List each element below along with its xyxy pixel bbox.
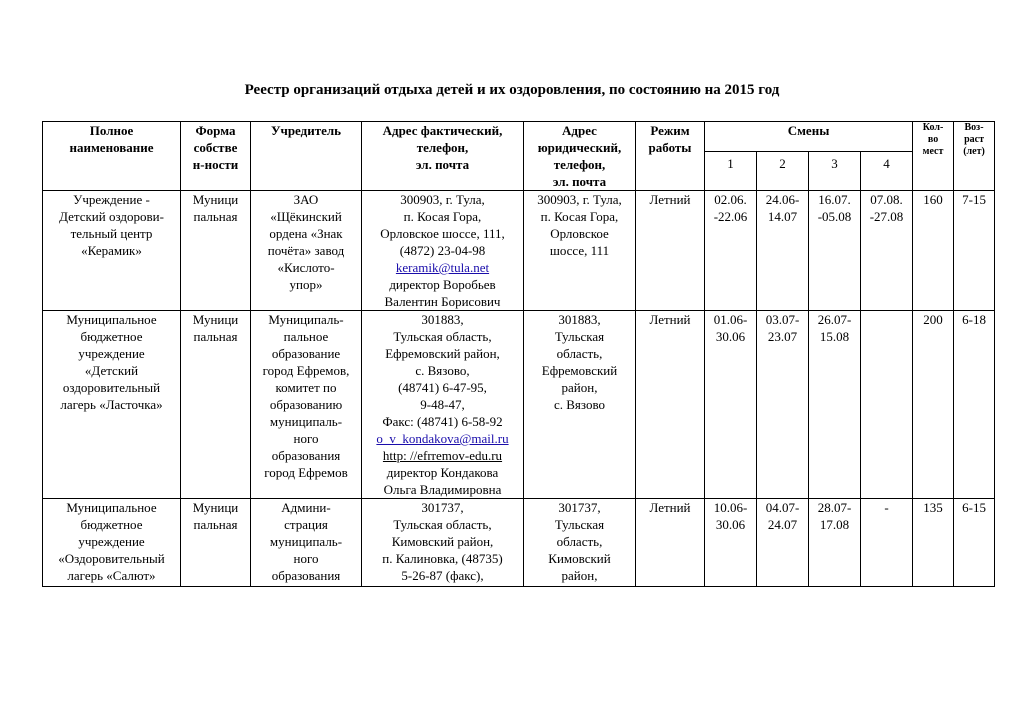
founder bbox=[251, 311, 362, 499]
text-line: Тульская bbox=[554, 329, 605, 344]
legal-address bbox=[524, 191, 636, 311]
text-line: п. Косая Гора, bbox=[540, 209, 619, 224]
actual-address bbox=[362, 311, 524, 499]
text-line: 301737, bbox=[421, 500, 464, 515]
text-line: Летний bbox=[649, 192, 691, 207]
shift-3-dates bbox=[809, 499, 861, 587]
shift-3-dates bbox=[809, 191, 861, 311]
text-line: Кол- bbox=[922, 122, 944, 133]
text-line: 14.07 bbox=[767, 209, 798, 224]
text-line: 07.08. bbox=[870, 192, 903, 207]
text-line: 6-15 bbox=[962, 500, 986, 515]
text-line: н-ности bbox=[192, 157, 239, 172]
text-line: пальная bbox=[193, 517, 238, 532]
places-count bbox=[913, 311, 954, 499]
text-line: ЗАО bbox=[293, 192, 319, 207]
text-line: (4872) 23-04-98 bbox=[399, 243, 486, 258]
work-mode bbox=[636, 191, 705, 311]
shift-4-dates bbox=[861, 311, 913, 499]
text-line: 02.06. bbox=[714, 192, 747, 207]
text-line: «Детский bbox=[84, 363, 139, 378]
org-full-name bbox=[43, 499, 181, 587]
text-line: Муниципальное bbox=[66, 500, 157, 515]
text-line: эл. почта bbox=[415, 157, 470, 172]
text-line: образование bbox=[271, 346, 341, 361]
text-line: Адрес фактический, bbox=[382, 123, 503, 138]
text-line: с. Вязово, bbox=[415, 363, 470, 378]
shift-4-dates bbox=[861, 191, 913, 311]
text-line: Тульская область, bbox=[393, 329, 492, 344]
text-line: -22.06 bbox=[713, 209, 748, 224]
text-line: 30.06 bbox=[715, 517, 746, 532]
text-line: 200 bbox=[923, 312, 943, 327]
shift-2-dates bbox=[757, 311, 809, 499]
actual-address bbox=[362, 191, 524, 311]
registry-table bbox=[42, 121, 995, 587]
text-line: шоссе, 111 bbox=[549, 243, 610, 258]
text-line: 16.07. bbox=[818, 192, 851, 207]
text-line: Муници bbox=[192, 312, 239, 327]
header-shift-4: 4 bbox=[861, 152, 913, 191]
email-link[interactable]: o_v_kondakova@mail.ru bbox=[376, 431, 509, 446]
text-line: Админи- bbox=[281, 500, 331, 515]
ownership-form bbox=[181, 311, 251, 499]
text-line: 9-48-47, bbox=[420, 397, 465, 412]
text-line: район, bbox=[561, 568, 598, 583]
header-shifts: Смены bbox=[705, 122, 913, 152]
text-line: Адрес bbox=[562, 123, 597, 138]
places-count bbox=[913, 499, 954, 587]
text-line: «Оздоровительный bbox=[58, 551, 165, 566]
text-line: 301883, bbox=[421, 312, 464, 327]
text-line: район, bbox=[561, 380, 598, 395]
header-founder bbox=[251, 122, 362, 191]
text-line: мест bbox=[922, 146, 944, 157]
age-range bbox=[954, 191, 995, 311]
shift-4-dates bbox=[861, 499, 913, 587]
ownership-form bbox=[181, 191, 251, 311]
legal-address bbox=[524, 499, 636, 587]
text-line: эл. почта bbox=[552, 174, 607, 189]
text-line: ного bbox=[293, 551, 319, 566]
text-line: ордена «Знак bbox=[269, 226, 343, 241]
founder bbox=[251, 191, 362, 311]
text-line: учреждение bbox=[78, 346, 145, 361]
header-shift-3: 3 bbox=[809, 152, 861, 191]
shift-1-dates bbox=[705, 499, 757, 587]
shift-2-dates bbox=[757, 499, 809, 587]
text-line: п. Косая Гора, bbox=[403, 209, 482, 224]
text-line: раст bbox=[964, 134, 984, 145]
text-line: 300903, г. Тула, bbox=[400, 192, 485, 207]
text-line: Орловское шоссе, 111, bbox=[380, 226, 505, 241]
text-line: 10.06- bbox=[713, 500, 748, 515]
text-line: Форма bbox=[195, 123, 236, 138]
shift-1-dates bbox=[705, 311, 757, 499]
text-line: Кимовский bbox=[548, 551, 611, 566]
text-line: -05.08 bbox=[817, 209, 852, 224]
text-line: директор Кондакова bbox=[386, 465, 499, 480]
text-line: комитет по bbox=[275, 380, 337, 395]
text-line: Режим bbox=[650, 123, 690, 138]
org-full-name bbox=[43, 191, 181, 311]
work-mode bbox=[636, 311, 705, 499]
text-line: «Щёкинский bbox=[270, 209, 342, 224]
text-line: 03.07- bbox=[765, 312, 800, 327]
text-line: область, bbox=[556, 346, 603, 361]
text-line: 160 bbox=[923, 192, 943, 207]
text-line: пальная bbox=[193, 209, 238, 224]
header-age bbox=[954, 122, 995, 191]
work-mode bbox=[636, 499, 705, 587]
header-ownership-form bbox=[181, 122, 251, 191]
text-line: 135 bbox=[923, 500, 943, 515]
text-line: работы bbox=[648, 140, 692, 155]
text-line: 28.07- bbox=[817, 500, 852, 515]
text-line: образованию bbox=[269, 397, 343, 412]
text-line: «Кислото- bbox=[277, 260, 335, 275]
text-line: 15.08 bbox=[819, 329, 850, 344]
header-legal-address bbox=[524, 122, 636, 191]
text-line: Тульская bbox=[554, 517, 605, 532]
text-line: область, bbox=[556, 534, 603, 549]
table-row bbox=[43, 311, 995, 499]
ownership-form bbox=[181, 499, 251, 587]
text-line: 301883, bbox=[558, 312, 601, 327]
text-line: (48741) 6-47-95, bbox=[398, 380, 487, 395]
text-line: упор» bbox=[289, 277, 323, 292]
header-shift-1: 1 bbox=[705, 152, 757, 191]
text-line: 24.06- bbox=[765, 192, 800, 207]
text-line: 01.06- bbox=[713, 312, 748, 327]
text-line: телефон, bbox=[416, 140, 469, 155]
text-line: Летний bbox=[649, 312, 691, 327]
text-line: Воз- bbox=[964, 122, 984, 133]
text-line: 301737, bbox=[558, 500, 601, 515]
actual-address bbox=[362, 499, 524, 587]
text-line: Летний bbox=[649, 500, 691, 515]
text-line: бюджетное bbox=[80, 329, 143, 344]
text-line: страция bbox=[284, 517, 328, 532]
text-line: Муници bbox=[192, 192, 239, 207]
header-work-mode bbox=[636, 122, 705, 191]
age-range bbox=[954, 499, 995, 587]
text-line: Факс: (48741) 6-58-92 bbox=[382, 414, 503, 429]
age-range bbox=[954, 311, 995, 499]
text-line: оздоровительный bbox=[62, 380, 161, 395]
text-line: Кимовский район, bbox=[391, 534, 494, 549]
text-line: -27.08 bbox=[869, 209, 904, 224]
text-line: 04.07- bbox=[765, 500, 800, 515]
header-shift-2: 2 bbox=[757, 152, 809, 191]
website-link[interactable]: http: //efrremov-edu.ru bbox=[382, 448, 503, 463]
text-line: (лет) bbox=[963, 146, 985, 157]
text-line: директор Воробьев bbox=[389, 277, 496, 292]
text-line: собстве bbox=[193, 140, 238, 155]
text-line: во bbox=[927, 134, 939, 145]
document-title: Реестр организаций отдыха детей и их оздоровления, по состоянию на 2015 год bbox=[244, 82, 780, 98]
text-line: 30.06 bbox=[715, 329, 746, 344]
text-line: Тульская область, bbox=[393, 517, 492, 532]
text-line: Учреждение - bbox=[73, 192, 150, 207]
text-line: пальная bbox=[193, 329, 238, 344]
table-row bbox=[43, 499, 995, 587]
text-line: Валентин Борисович bbox=[384, 294, 501, 309]
text-line: почёта» завод bbox=[267, 243, 345, 258]
text-line: пальное bbox=[283, 329, 329, 344]
text-line: Орловское bbox=[550, 226, 609, 241]
text-line: п. Калиновка, (48735) bbox=[382, 551, 503, 566]
text-line: город Ефремов, bbox=[262, 363, 350, 378]
text-line: ного bbox=[293, 431, 319, 446]
header-actual-address bbox=[362, 122, 524, 191]
text-line: муниципаль- bbox=[269, 414, 343, 429]
text-line: Ольга Владимировна bbox=[383, 482, 502, 497]
text-line: 26.07- bbox=[817, 312, 852, 327]
text-line: учреждение bbox=[78, 534, 145, 549]
text-line: город Ефремов bbox=[264, 465, 348, 480]
text-line: Детский оздорови- bbox=[59, 209, 164, 224]
text-line: 6-18 bbox=[962, 312, 986, 327]
text-line: образования bbox=[271, 568, 341, 583]
text-line: Муниципальное bbox=[66, 312, 157, 327]
text-line: тельный центр bbox=[70, 226, 153, 241]
header-places bbox=[913, 122, 954, 191]
text-line: 300903, г. Тула, bbox=[537, 192, 622, 207]
text-line: 17.08 bbox=[819, 517, 850, 532]
header-name bbox=[43, 122, 181, 191]
text-line: телефон, bbox=[553, 157, 606, 172]
text-line: бюджетное bbox=[80, 517, 143, 532]
text-line: образования bbox=[271, 448, 341, 463]
shift-2-dates bbox=[757, 191, 809, 311]
text-line: - bbox=[884, 500, 889, 515]
text-line: Ефремовский район, bbox=[385, 346, 500, 361]
org-full-name bbox=[43, 311, 181, 499]
text-line: Полное bbox=[89, 123, 134, 138]
text-line: 23.07 bbox=[767, 329, 798, 344]
founder bbox=[251, 499, 362, 587]
places-count bbox=[913, 191, 954, 311]
text-line: наименование bbox=[69, 140, 154, 155]
shift-1-dates bbox=[705, 191, 757, 311]
text-line: 5-26-87 (факс), bbox=[401, 568, 484, 583]
text-line: муниципаль- bbox=[269, 534, 343, 549]
email-link[interactable]: keramik@tula.net bbox=[395, 260, 490, 275]
text-line: «Керамик» bbox=[81, 243, 142, 258]
table-row bbox=[43, 191, 995, 311]
text-line: лагерь «Ласточка» bbox=[60, 397, 163, 412]
text-line: Муници bbox=[192, 500, 239, 515]
text-line: Муниципаль- bbox=[268, 312, 344, 327]
text-line: лагерь «Салют» bbox=[67, 568, 156, 583]
text-line: юридический, bbox=[537, 140, 622, 155]
shift-3-dates bbox=[809, 311, 861, 499]
text-line: 7-15 bbox=[962, 192, 986, 207]
legal-address bbox=[524, 311, 636, 499]
text-line: с. Вязово bbox=[553, 397, 606, 412]
text-line: 24.07 bbox=[767, 517, 798, 532]
text-line: Ефремовский bbox=[541, 363, 618, 378]
text-line: Учредитель bbox=[270, 123, 342, 138]
